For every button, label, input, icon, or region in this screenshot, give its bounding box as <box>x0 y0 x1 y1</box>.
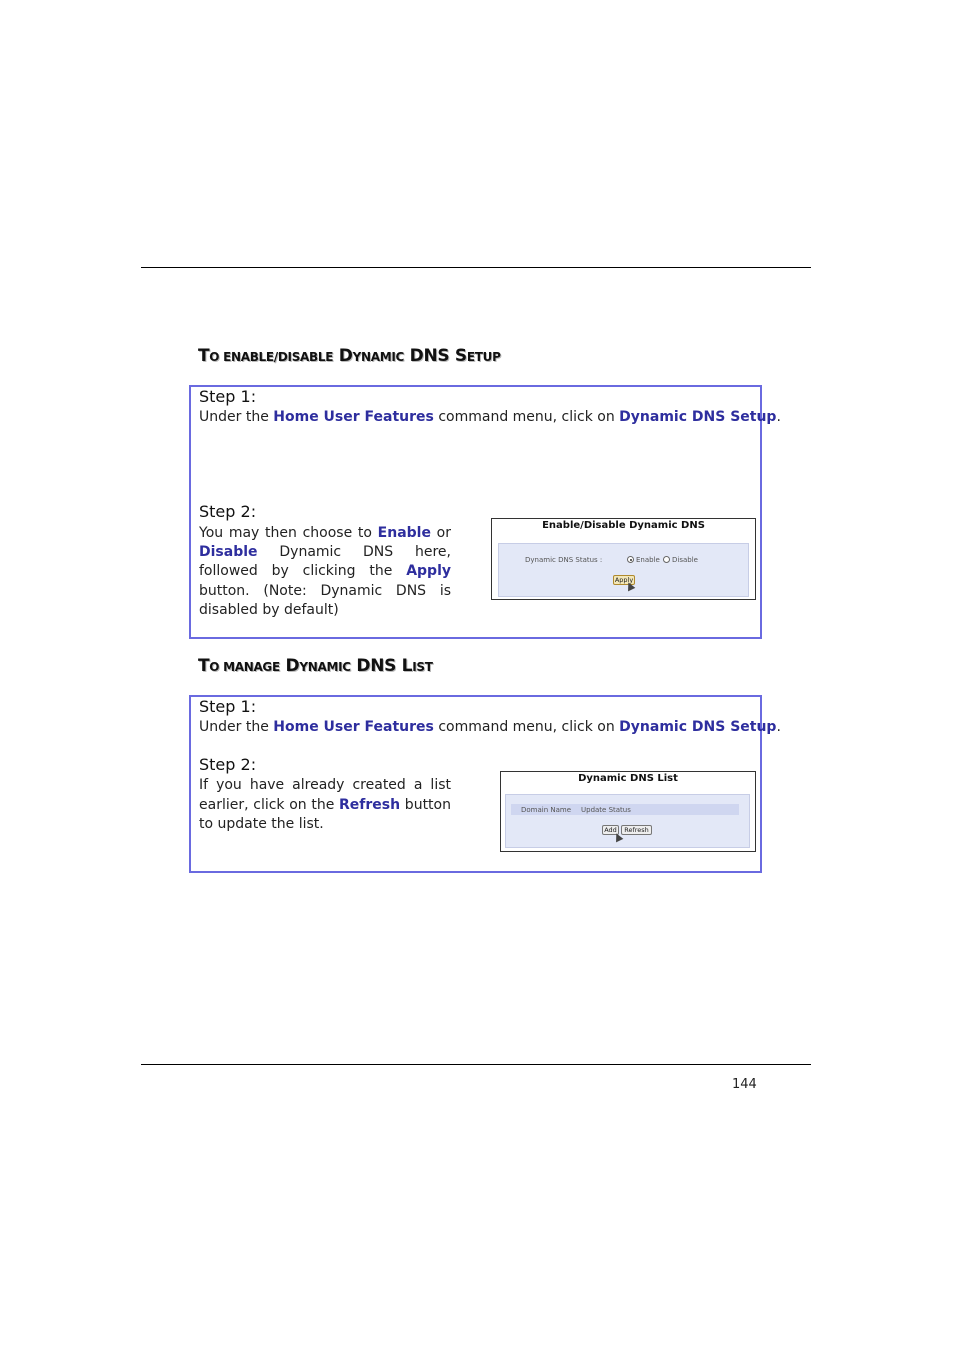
settings-panel <box>498 543 749 597</box>
text: command menu, click on <box>433 409 620 425</box>
step-label: Step 1: <box>199 387 257 406</box>
keyword-home-user-features: Home User Features <box>273 409 434 425</box>
section-heading-manage-list <box>198 656 433 676</box>
text: You may then choose to <box>199 525 378 541</box>
keyword-disable: Disable <box>199 544 258 561</box>
radio-disable-label: Disable <box>672 556 698 564</box>
keyword-home-user-features: Home User Features <box>273 719 434 735</box>
radio-disable[interactable] <box>663 556 670 563</box>
list-panel <box>505 794 750 848</box>
status-label: Dynamic DNS Status : <box>525 556 603 564</box>
heading-text: / <box>273 350 278 364</box>
radio-enable-label: Enable <box>636 556 660 564</box>
page-number: 144 <box>732 1077 757 1092</box>
keyword-dynamic-dns-setup: Dynamic DNS Setup <box>619 719 777 735</box>
screenshot-enable-disable <box>491 518 756 600</box>
keyword-enable: Enable <box>377 525 431 541</box>
bottom-rule <box>141 1064 811 1065</box>
add-button[interactable]: Add <box>602 825 619 835</box>
text: or <box>430 525 451 541</box>
heading-text: D <box>333 346 353 366</box>
heading-text: YNAMIC <box>299 660 351 674</box>
text: . <box>776 719 781 735</box>
radio-enable[interactable] <box>627 556 634 563</box>
screenshot-title: Enable/Disable Dynamic DNS <box>542 520 705 531</box>
column-header-update-status: Update Status <box>581 806 631 814</box>
text: command menu, click on <box>433 719 620 735</box>
heading-text: O MANAGE <box>209 660 280 674</box>
text: Dynamic DNS here, followed by clicking the <box>199 544 451 580</box>
screenshot-dns-list <box>500 771 756 852</box>
step-paragraph <box>199 524 451 620</box>
step-text <box>199 409 781 425</box>
heading-text: DISABLE <box>277 350 334 364</box>
heading-text: IST <box>412 660 433 674</box>
heading-text: T <box>198 346 210 366</box>
list-header-row <box>511 804 739 815</box>
step-text <box>199 719 781 735</box>
keyword-refresh: Refresh <box>339 796 401 813</box>
text: . <box>776 409 781 425</box>
heading-text: O ENABLE <box>209 350 274 364</box>
step-label: Step 2: <box>199 755 257 774</box>
apply-button[interactable]: Apply <box>614 576 634 584</box>
heading-text: T <box>198 656 210 676</box>
text: Under the <box>199 409 274 425</box>
text: button. (Note: Dynamic DNS is disabled by default) <box>199 582 451 618</box>
text: Under the <box>199 719 274 735</box>
step-label: Step 2: <box>199 502 257 521</box>
keyword-dynamic-dns-setup: Dynamic DNS Setup <box>619 409 777 425</box>
heading-text: YNAMIC <box>352 350 405 364</box>
text: button to update the list. <box>199 796 451 832</box>
keyword-apply: Apply <box>406 563 451 580</box>
refresh-button[interactable]: Refresh <box>621 825 652 835</box>
instruction-box-enable-disable <box>189 385 781 639</box>
heading-text: ETUP <box>466 350 501 364</box>
top-rule <box>141 267 811 268</box>
step-paragraph <box>199 776 451 835</box>
screenshot-title: Dynamic DNS List <box>578 773 678 784</box>
heading-text: DNS L <box>350 656 413 676</box>
instruction-box-manage-list <box>189 695 781 873</box>
heading-text: DNS S <box>404 346 467 366</box>
column-header-domain-name: Domain Name <box>521 806 572 814</box>
text: If you have already created a list earlier, click on the <box>199 777 451 813</box>
section-heading-enable-disable <box>198 346 501 366</box>
step-label: Step 1: <box>199 697 257 716</box>
heading-text: D <box>279 656 300 676</box>
